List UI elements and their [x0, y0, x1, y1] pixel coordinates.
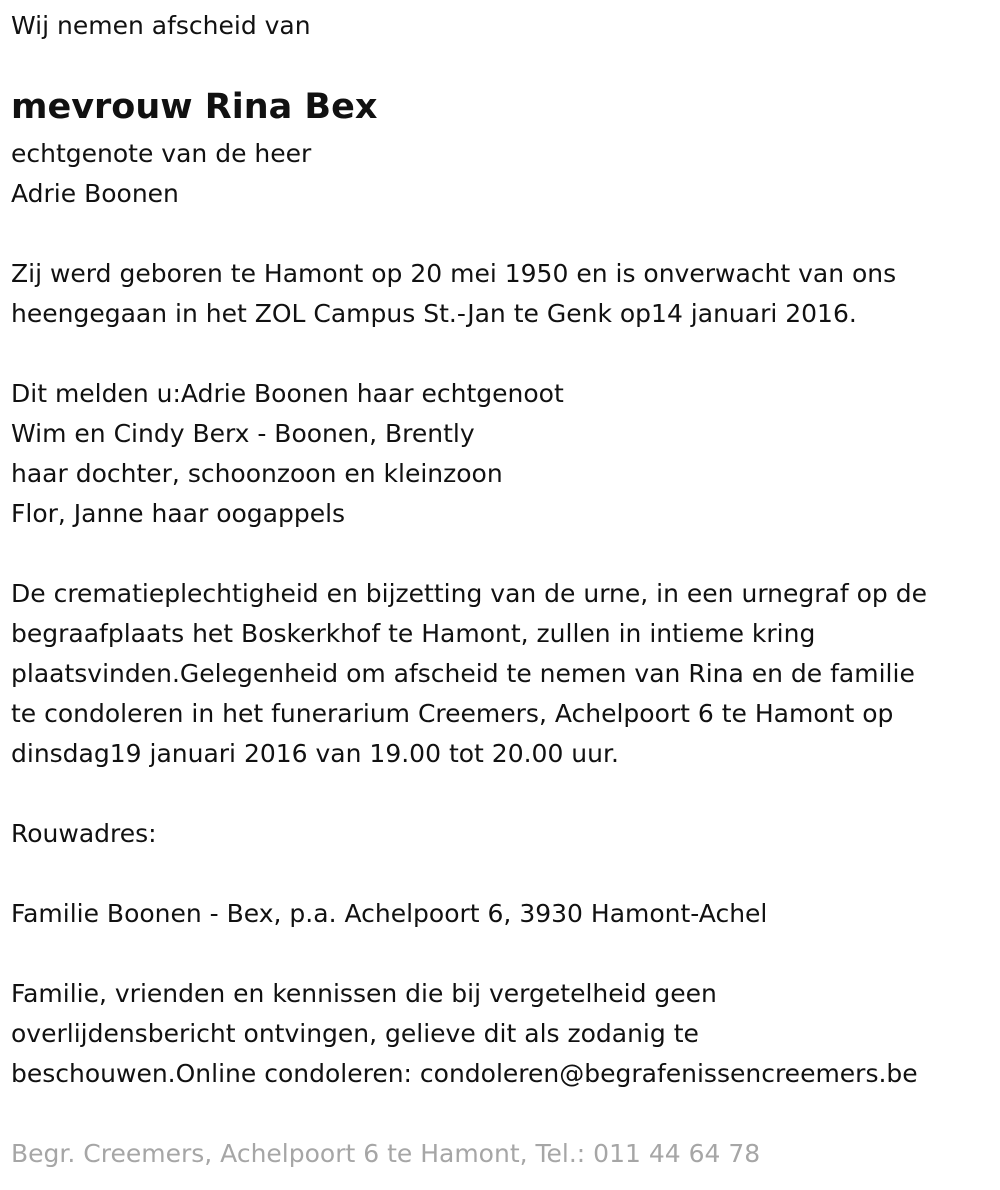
- ceremony-line: begraafplaats het Boskerkhof te Hamont, zullen in intieme kring: [11, 619, 816, 648]
- ceremony-line: De crematieplechtigheid en bijzetting van de urne, in een urnegraf op de: [11, 579, 927, 608]
- address-label: Rouwadres:: [11, 819, 157, 848]
- intro-text: Wij nemen afscheid van: [11, 11, 311, 40]
- spouse-name: Adrie Boonen: [11, 179, 179, 208]
- birth-death-line: heengegaan in het ZOL Campus St.-Jan te Genk op14 januari 2016.: [11, 299, 857, 328]
- ceremony-line: plaatsvinden.Gelegenheid om afscheid te nemen van Rina en de familie: [11, 659, 915, 688]
- notice-line: Familie, vrienden en kennissen die bij vergetelheid geen: [11, 979, 717, 1008]
- funeral-home-footer: Begr. Creemers, Achelpoort 6 te Hamont, Tel.: 011 44 64 78: [11, 1139, 761, 1168]
- ceremony-section: [11, 574, 927, 774]
- family-line: Dit melden u:Adrie Boonen haar echtgenoot: [11, 379, 564, 408]
- mourning-address: Familie Boonen - Bex, p.a. Achelpoort 6, 3930 Hamont-Achel: [11, 899, 768, 928]
- ceremony-line: te condoleren in het funerarium Creemers, Achelpoort 6 te Hamont op: [11, 699, 894, 728]
- family-line: haar dochter, schoonzoon en kleinzoon: [11, 459, 503, 488]
- notice-section: [11, 974, 918, 1094]
- family-section: [11, 374, 564, 534]
- notice-line: overlijdensbericht ontvingen, gelieve dit als zodanig te: [11, 1019, 699, 1048]
- ceremony-line: dinsdag19 januari 2016 van 19.00 tot 20.00 uur.: [11, 739, 619, 768]
- notice-line: beschouwen.Online condoleren: condoleren@begrafenissencreemers.be: [11, 1059, 918, 1088]
- spouse-section: [11, 134, 311, 214]
- birth-death-section: [11, 254, 896, 334]
- family-line: Wim en Cindy Berx - Boonen, Brently: [11, 419, 475, 448]
- footer-section: [11, 1134, 760, 1174]
- spouse-line: echtgenote van de heer: [11, 139, 312, 168]
- birth-death-line: Zij werd geboren te Hamont op 20 mei 1950 en is onverwacht van ons: [11, 259, 897, 288]
- family-line: Flor, Janne haar oogappels: [11, 499, 346, 528]
- deceased-name: mevrouw Rina Bex: [11, 87, 378, 127]
- address-label-section: [11, 814, 157, 854]
- address-section: [11, 894, 767, 934]
